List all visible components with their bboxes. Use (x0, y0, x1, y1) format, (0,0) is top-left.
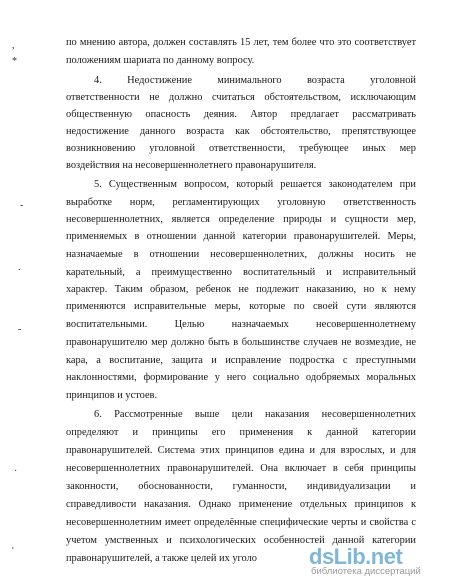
text-line: ответственности не должно считаться обстоятельством, исключающим (66, 92, 416, 103)
text-line: выработке норм, регламентирующих уголовную ответственность (66, 197, 416, 208)
text-line: учетом умственных и психологических особенностей данной категории (66, 535, 416, 546)
text-line: 5. Существенным вопросом, который решается законодателем при (94, 179, 416, 190)
margin-mark: - (18, 324, 22, 335)
text-line: применяются исправительные меры, которые по своей сути являются (66, 301, 416, 312)
watermark-subtitle: библиотека диссертаций (311, 566, 421, 577)
text-line: возникновению уголовной ответственности, требующее иных мер (66, 143, 416, 154)
text-line: справедливости наказания. Однако применение отдельных принципов к (66, 499, 416, 510)
margin-mark: * (12, 56, 17, 67)
text-line: несовершеннолетних правонарушителей. Она включает в себя принципы (66, 463, 416, 474)
margin-mark: - (20, 200, 24, 211)
margin-mark: . (18, 262, 21, 273)
text-line: правонарушителей. Система этих принципов едина и для взрослых, и для (66, 445, 416, 456)
text-line: принципов и устоев. (66, 390, 158, 401)
text-line: общественную опасность деяния. Автор предлагает рассматривать (66, 109, 416, 120)
text-line: наклонностями, формирование у него социально одобряемых моральных (66, 372, 416, 383)
text-line: правонарушителю мер должно быть в большинстве случаев не возмездие, не (66, 337, 416, 348)
watermark (309, 544, 444, 578)
margin-mark: · (14, 466, 18, 477)
text-line: законности, обоснованности, гуманности, индивидуализации и (66, 481, 416, 492)
margin-mark: , (12, 40, 15, 51)
text-line: применяемых в отношении данной категории правонарушителей. Меры, (66, 231, 416, 242)
text-line: карательный, а преимущественно воспитательный и исправительный (66, 267, 416, 278)
text-line: по мнению автора, должен составлять 15 лет, тем более что это соответствует (66, 37, 416, 48)
text-line: воспитательными. Целью назначаемых несовершеннолетнему (66, 319, 416, 330)
text-line: определяют и принципы его применения к данной категории (66, 427, 416, 438)
margin-mark: ' (12, 546, 14, 557)
text-line: несовершеннолетним имеет определённые специфические черты и свойства с (66, 517, 416, 528)
text-line: назначаемые в отношении несовершеннолетних, должны носить не (66, 249, 416, 260)
text-line: недостижение данного возраста как обстоятельство, препятствующее (66, 126, 416, 137)
text-line: 6. Рассмотренные выше цели наказания несовершеннолетних (94, 409, 416, 420)
text-line: положениям шариата по данному вопросу. (66, 55, 255, 66)
text-line: правонарушителей, а также целей их уголо (66, 553, 257, 564)
text-line: воздействия на несовершеннолетнего правонарушителя. (66, 160, 317, 171)
text-line: кара, а воспитание, защита и исправление подростка с преступными (66, 355, 416, 366)
text-line: характер. Таким образом, ребенок не подлежит наказанию, но к нему (66, 284, 416, 295)
text-line: несовершеннолетних, является определение природы и сущности мер, (66, 214, 416, 225)
watermark-logo: dsLib.net (309, 544, 403, 569)
text-line: 4. Недостижение минимального возраста уголовной (94, 75, 416, 86)
